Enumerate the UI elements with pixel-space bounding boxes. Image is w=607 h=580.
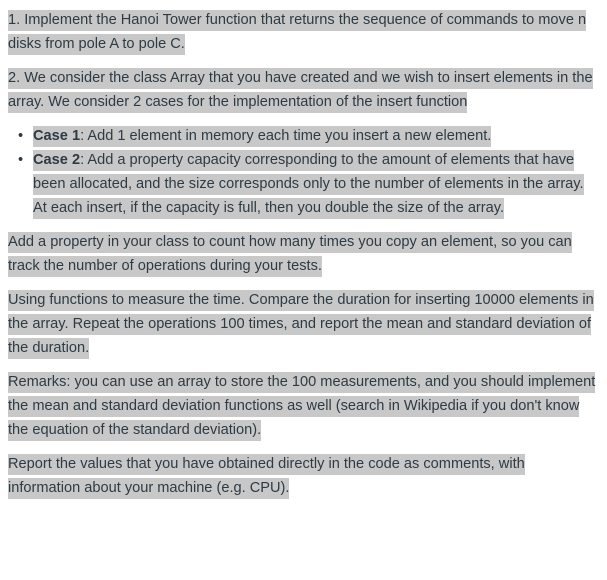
list-item-case-1 <box>8 124 596 148</box>
case-2-text: : Add a property capacity corresponding to the amount of elements that have been allocated, and the size corresponds only to the number of elements in the array. At each insert, if the capacity is full, then you double the size of the array. <box>33 152 584 216</box>
paragraph-report-text: Report the values that you have obtained directly in the code as comments, with information about your machine (e.g. CPU). <box>8 454 525 499</box>
paragraph-timing-text: Using functions to measure the time. Compare the duration for inserting 10000 elements in the array. Repeat the operations 100 times, and report the mean and standard deviation of the duration. <box>8 290 594 359</box>
paragraph-hanoi-tower <box>8 8 596 56</box>
paragraph-timing <box>8 288 596 360</box>
bullet-icon: • <box>18 152 24 168</box>
case-2-label: Case 2 <box>33 152 81 168</box>
paragraph-report <box>8 452 596 500</box>
assignment-document <box>8 8 596 510</box>
paragraph-remarks-text: Remarks: you can use an array to store the 100 measurements, and you should implement the mean and standard deviation functions as well (search in Wikipedia if you don't know the equation of the standard deviation). <box>8 372 595 441</box>
case-1-content <box>33 126 491 147</box>
paragraph-array-insert-text: 2. We consider the class Array that you have created and we wish to insert elements in the array. We consider 2 cases for the implementation of the insert function <box>8 68 593 113</box>
paragraph-remarks <box>8 370 596 442</box>
paragraph-hanoi-tower-text: 1. Implement the Hanoi Tower function that returns the sequence of commands to move n disks from pole A to pole C. <box>8 10 586 55</box>
bullet-icon: • <box>18 128 24 144</box>
case-1-label: Case 1 <box>33 128 81 144</box>
cases-list <box>8 124 596 220</box>
paragraph-copy-counter-text: Add a property in your class to count how many times you copy an element, so you can track the number of operations during your tests. <box>8 232 572 277</box>
paragraph-copy-counter <box>8 230 596 278</box>
case-2-content <box>33 150 584 219</box>
paragraph-array-insert <box>8 66 596 114</box>
list-item-case-2 <box>8 148 596 220</box>
case-1-text: : Add 1 element in memory each time you insert a new element. <box>80 128 492 144</box>
